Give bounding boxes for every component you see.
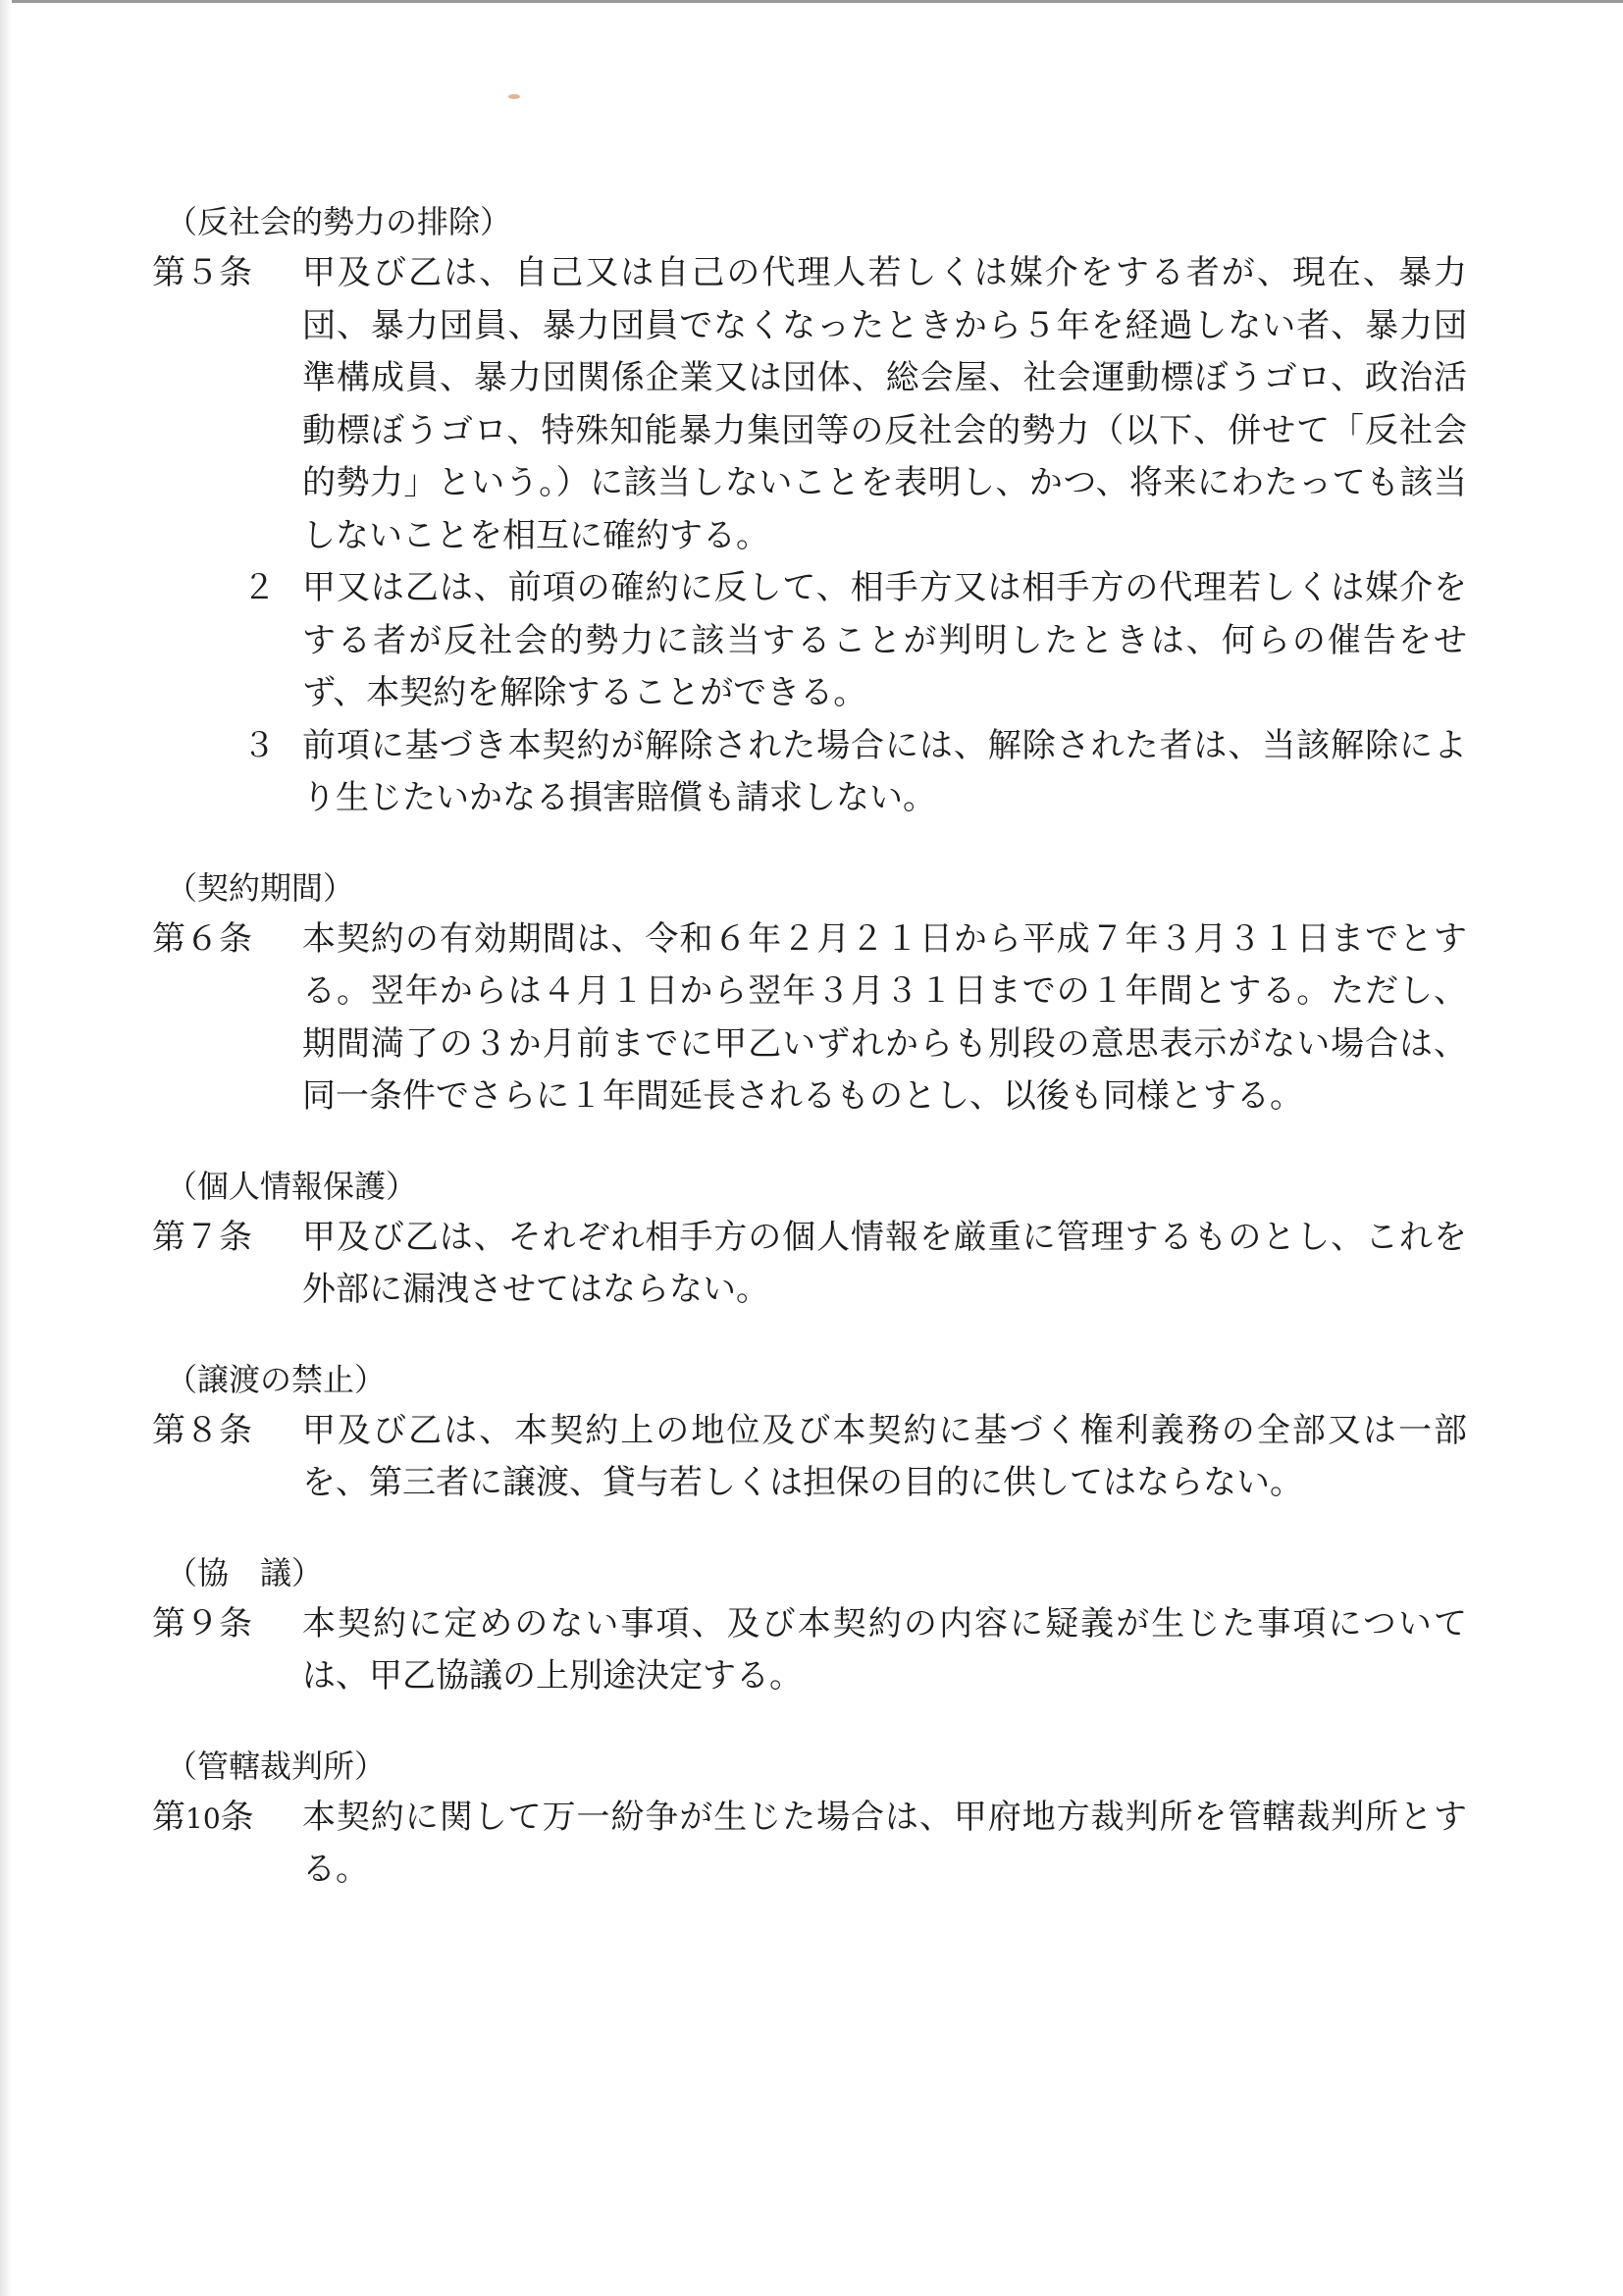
paragraph-number: ３: [242, 725, 276, 765]
article-7: [152, 1161, 1467, 1317]
article-9-text: 本契約に定めのない事項、及び本契約の内容に疑義が生じた事項については、甲乙協議の上別途決定する。: [302, 1603, 1467, 1696]
article-5-heading: （反社会的勢力の排除）: [166, 203, 512, 240]
article-8: [152, 1354, 1467, 1510]
scan-left-shadow: [0, 0, 12, 2296]
paragraph-text: 前項に基づき本契約が解除された場合には、解除された者は、当該解除により生じたいかなる損害賠償も請求しない。: [302, 725, 1467, 817]
paragraph-number: ２: [242, 568, 276, 607]
scan-speck: [508, 94, 520, 99]
article-5-paragraph-3: [152, 720, 1467, 825]
article-7-label: 第７条: [152, 1217, 252, 1257]
article-9: [152, 1547, 1467, 1703]
article-8-label: 第８条: [152, 1410, 252, 1450]
article-10-label: [152, 1792, 254, 1846]
article-6-clause: [152, 913, 1467, 1123]
article-6-heading: （契約期間）: [166, 868, 355, 907]
article-7-heading: （個人情報保護）: [166, 1167, 418, 1205]
article-5: [152, 196, 1467, 825]
article-9-label: 第９条: [152, 1603, 252, 1644]
article-10: [152, 1741, 1467, 1897]
paragraph-text: 甲又は乙は、前項の確約に反して、相手方又は相手方の代理若しくは媒介をする者が反社会的勢力に該当することが判明したときは、何らの催告をせず、本契約を解除することができる。: [302, 568, 1467, 712]
article-10-label-number: 10: [185, 1801, 221, 1835]
article-10-label-prefix: 第: [152, 1797, 185, 1837]
article-9-clause: [152, 1598, 1467, 1703]
article-5-text: 甲及び乙は、自己又は自己の代理人若しくは媒介をする者が、現在、暴力団、暴力団員、暴力団員でなくなったときから５年を経過しない者、暴力団準構成員、暴力団関係企業又は団体、総会屋、社会運動標ぼうゴロ、政治活動標ぼうゴロ、特殊知能暴力集団等の反社会的勢力（以下、併せて「反社会的勢力」という。）に該当しないことを表明し、かつ、将来にわたっても該当しないことを相互に確約する。: [302, 253, 1467, 555]
article-6: [152, 862, 1467, 1123]
article-10-text: 本契約に関して万一紛争が生じた場合は、甲府地方裁判所を管轄裁判所とする。: [302, 1797, 1467, 1889]
article-8-clause: [152, 1405, 1467, 1510]
article-7-clause: [152, 1212, 1467, 1317]
article-5-paragraph-2: [152, 562, 1467, 720]
article-5-clause: [152, 247, 1467, 562]
scan-top-edge: [0, 0, 1623, 3]
article-6-label: 第６条: [152, 918, 252, 959]
article-10-label-suffix: 条: [220, 1797, 254, 1837]
article-8-text: 甲及び乙は、本契約上の地位及び本契約に基づく権利義務の全部又は一部を、第三者に譲渡、貸与若しくは担保の目的に供してはならない。: [302, 1410, 1467, 1502]
article-10-clause: [152, 1792, 1467, 1897]
article-9-heading: （協 議）: [166, 1553, 324, 1592]
article-5-label: 第５条: [152, 253, 252, 292]
article-6-text: 本契約の有効期間は、令和６年２月２１日から平成７年３月３１日までとする。翌年からは４月１日から翌年３月３１日までの１年間とする。ただし、期間満了の３か月前までに甲乙いずれからも別段の意思表示がない場合は、同一条件でさらに１年間延長されるものとし、以後も同様とする。: [302, 918, 1467, 1116]
article-7-text: 甲及び乙は、それぞれ相手方の個人情報を厳重に管理するものとし、これを外部に漏洩させてはならない。: [302, 1217, 1467, 1309]
article-8-heading: （譲渡の禁止）: [166, 1360, 387, 1398]
contract-body: [152, 196, 1467, 1934]
article-10-heading: （管轄裁判所）: [166, 1747, 387, 1785]
